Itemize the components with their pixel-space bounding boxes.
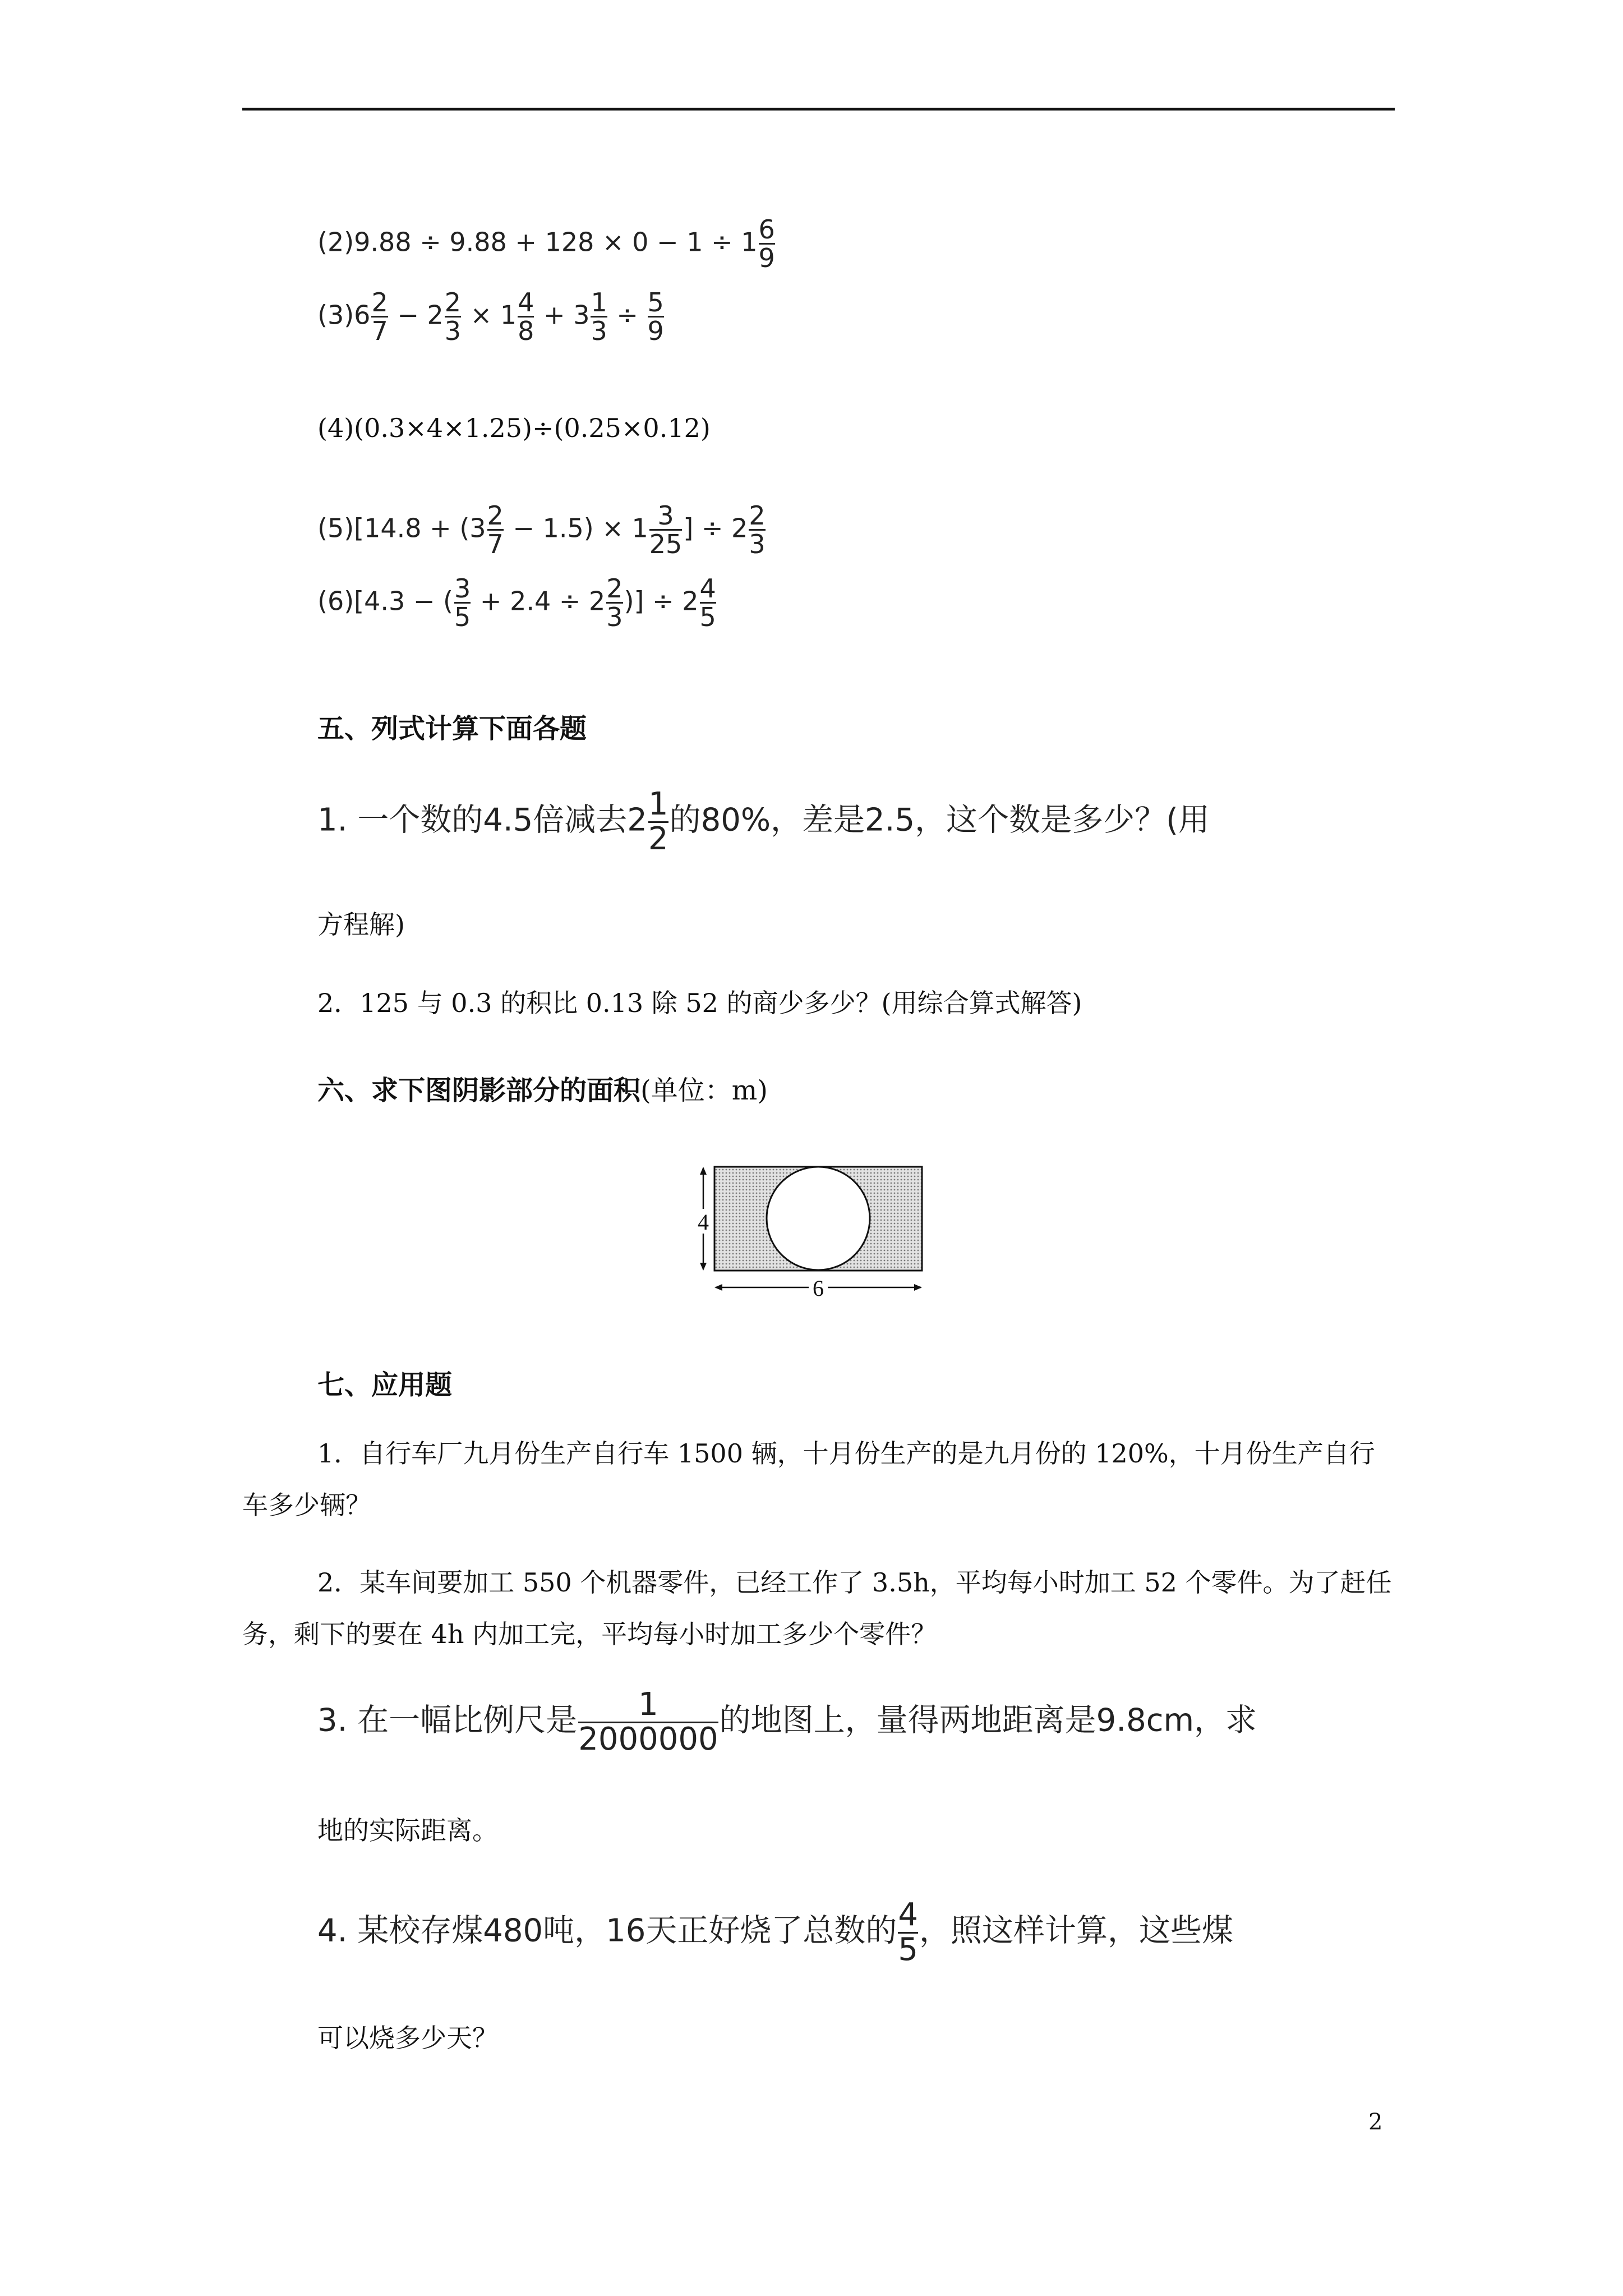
problem-4-4: (4)(0.3×4×1.25)÷(0.25×0.12): [317, 413, 711, 443]
page-number: 2: [1368, 2109, 1383, 2135]
section-6-unit: (单位：m): [640, 1075, 768, 1106]
fraction: $\frac{1}{3}$: [591, 287, 607, 347]
problem-7-4: 4. 某校存煤480吨，16天正好烧了总数的 $\frac{4}{5}$ ，照这样计算，这些煤: [317, 1897, 1234, 1968]
problem-7-4-continuation: 可以烧多少天？: [317, 2023, 498, 2053]
fraction: $\frac{4}{8}$: [518, 287, 534, 347]
fraction: $\frac{2}{7}$: [487, 500, 504, 560]
problem-7-3: 3. 在一幅比例尺是 $\frac{1}{2000000}$ 的地图上，量得两地距离是9.8cm，求: [317, 1686, 1257, 1757]
fraction: $\frac{4}{5}$: [699, 573, 716, 633]
fraction: $\frac{4}{5}$: [898, 1897, 919, 1968]
fraction: $\frac{2}{3}$: [606, 573, 623, 633]
height-label: 4: [698, 1209, 709, 1235]
problem-4-2: [317, 216, 776, 272]
header-rule: [242, 108, 1395, 111]
problem-5-1: 1. 一个数的4.5倍减去2 $\frac{1}{2}$ 的80%，差是2.5，这个数是多少？(用: [317, 786, 1210, 857]
unshaded-circle: [767, 1167, 870, 1270]
problem-4-5: (5)[14.8 + (3 $\frac{2}{7}$ − 1.5) × 1 $\frac{3}{25}$ ] ÷ 2 $\frac{2}{3}$: [317, 500, 766, 560]
problem-5-2: 2．125 与 0.3 的积比 0.13 除 52 的商少多少？(用综合算式解答): [317, 988, 1082, 1018]
section-6-title: 六、求下图阴影部分的面积: [317, 1075, 641, 1106]
section-5-heading: 五、列式计算下面各题: [317, 713, 587, 744]
fraction: $\frac{1}{2000000}$: [578, 1686, 718, 1757]
problem-7-2: 2．某车间要加工 550 个机器零件，已经工作了 3.5h，平均每小时加工 52 个零件。为了赶任务，剩下的要在 4h 内加工完，平均每小时加工多少个零件？: [242, 1567, 1392, 1649]
problem-5-1-continuation: 方程解): [317, 909, 405, 940]
fraction: $\frac{2}{7}$: [371, 287, 388, 347]
width-label: 6: [813, 1276, 824, 1301]
section-7-heading: 七、应用题: [317, 1369, 453, 1401]
fraction: $\frac{3}{5}$: [454, 573, 471, 633]
shaded-area-figure: [698, 1161, 933, 1301]
fraction: $\frac{6}{9}$: [758, 214, 775, 274]
problem-7-1: 1．自行车厂九月份生产自行车 1500 辆，十月份生产的是九月份的 120%，十月份生产自行车多少辆？: [242, 1438, 1375, 1520]
fraction: $\frac{2}{3}$: [749, 500, 766, 560]
problem-4-6: (6)[4.3 − ( $\frac{3}{5}$ + 2.4 ÷ 2 $\frac{2}{3}$ )] ÷ 2 $\frac{4}{5}$: [317, 573, 716, 633]
problem-4-2-text: (2)9.88 ÷ 9.88 + 128 × 0 − 1 ÷ 1: [317, 227, 758, 257]
fraction: $\frac{1}{2}$: [648, 786, 668, 857]
problem-7-3-continuation: 地的实际距离。: [317, 1815, 498, 1846]
fraction: $\frac{3}{25}$: [649, 500, 683, 560]
problem-4-3: (3)6 $\frac{2}{7}$ − 2 $\frac{2}{3}$ × 1 $\frac{4}{8}$ + 3 $\frac{1}{3}$ ÷ $\frac{5}{9}$: [317, 287, 664, 347]
fraction: $\frac{5}{9}$: [647, 287, 664, 347]
section-6-heading: [317, 1069, 768, 1107]
fraction: $\frac{2}{3}$: [444, 287, 462, 347]
